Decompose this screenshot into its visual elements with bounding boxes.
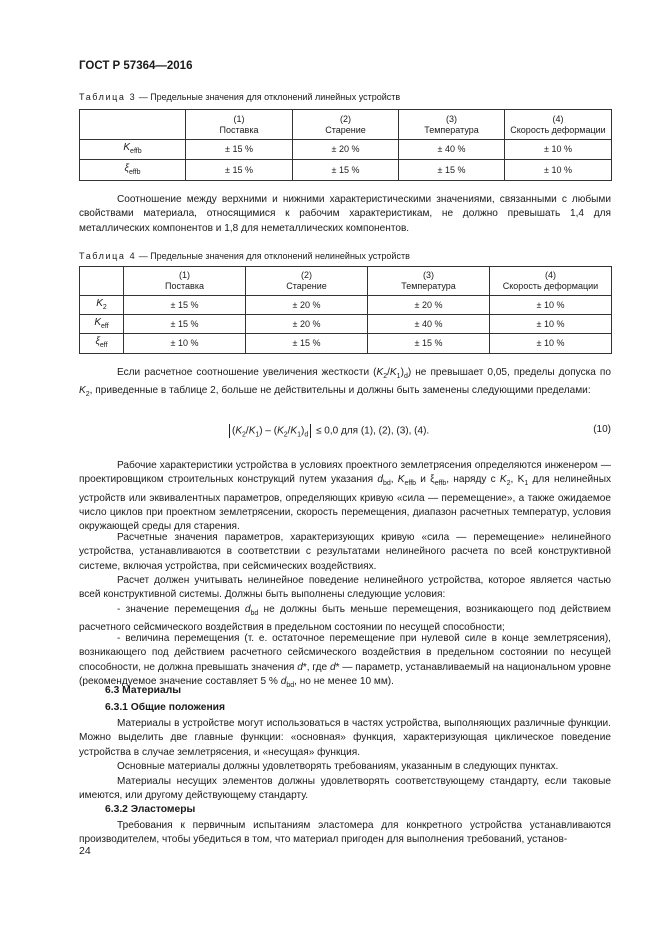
paragraph-basic-materials: Основные материалы должны удовлетворять требованиям, указанным в следующих пунктах.: [117, 761, 559, 772]
paragraph-elastomers: Требования к первичным испытаниям эластомера для конкретного устройства устанавливаются производителем, чтобы убедиться в том, что материал пригоден для выполнения требований, установ-: [79, 820, 611, 846]
table3-cell: ± 15 %: [186, 160, 293, 181]
table3: [79, 109, 612, 181]
table3-col-header: (1) Поставка: [186, 110, 293, 140]
table4-col-header: (4) Скорость деформации: [490, 267, 612, 296]
paragraph-performance: Рабочие характеристики устройства в условиях проектного землетрясения определяются инженером — проектировщиком строительных конструкций путем указания $d_{bd}$, $K_{effb}$ и $\xi_{effb}$, наряду с $K_2$, $K_1$ для нелинейных устройств или эквивалентных параметров, определяющих кривую «сила — перемещение», а также ожидаемое число циклов при проектном землетрясении, скорость перемещения, диапазон расчетных температур, условия окружающей среды для старения.: [79, 460, 612, 533]
table3-col-header: (2) Старение: [293, 110, 399, 140]
table3-caption-text: — Предельные значения для отклонений линейных устройств: [136, 92, 401, 102]
table4-cell: ± 20 %: [246, 315, 368, 334]
table3-caption-prefix: Таблица 3: [79, 92, 137, 102]
paragraph-material-ratio: Соотношение между верхними и нижними характеристическими значениями, связанными с любыми свойствами материала, относящимися к рабочим характеристикам, не должно превышать 1,4 для металлических компонентов и 1,8 для неметаллических компонентов.: [79, 194, 611, 234]
section-6-3-2-heading: 6.3.2 Эластомеры: [105, 804, 196, 815]
section-6-3-heading: 6.3 Материалы: [105, 685, 182, 696]
table4-cell: ± 15 %: [124, 296, 246, 315]
table4-col-header: (2) Старение: [246, 267, 368, 296]
table4-cell: ± 10 %: [490, 334, 612, 354]
table4-caption-text: — Предельные значения для отклонений нелинейных устройств: [136, 251, 410, 261]
table4-row: [80, 334, 612, 354]
paragraph-stiffness-ratio: Если расчетное соотношение увеличения жесткости $(K_2/K_1)_d$) не превышает 0,05, пределы допуска по $K_2$, приведенные в таблице 2, больше не действительны и должны быть заменены следующими пределами:: [79, 367, 611, 399]
page-number: 24: [79, 845, 91, 857]
bullet-residual: - величина перемещения (т. е. остаточное перемещение при нулевой силе в конце землетрясения), возникающего под действием расчетного сейсмического воздействия в предельном состоянии по несущей способности, не должна превышать значения d*, где d* — параметр, устанавливаемый на национальном уровне (рекомендуемое значение составляет 5 % $d_{bd}$, но не менее 10 мм).: [79, 633, 611, 689]
table3-cell: ± 20 %: [293, 140, 399, 160]
table3-col-header: (3) Температура: [399, 110, 505, 140]
table4-cell: ± 15 %: [124, 315, 246, 334]
table3-row-label: $\xi_{effb}$: [80, 160, 186, 181]
table4-row-label: $\xi_{eff}$: [80, 334, 124, 354]
formula-10: $(K_2/K_1) - (K_2/K_1)_d \le 0,0$ для (1), (2), (3), (4).: [227, 424, 429, 439]
table4-header-row: [80, 267, 612, 296]
table4-caption-prefix: Таблица 4: [79, 251, 137, 261]
table4-row-label: $K_{eff}$: [80, 315, 124, 334]
paragraph-materials-functions: Материалы в устройстве могут использоваться в частях устройства, выполняющих различные функции. Можно выделить две главные функции: «основная» функция, характеризующая циклическое поведение устройства в случае землетрясения, и «несущая» функция.: [79, 718, 611, 758]
table4-cell: ± 10 %: [490, 296, 612, 315]
paragraph-design-values: Расчетные значения параметров, характеризующих кривую «сила — перемещение» нелинейного устройства, устанавливаются в соответствии с результатами нелинейного расчета по всей конструктивной системе, включая устройства, при сейсмических воздействиях.: [79, 532, 611, 572]
table3-cell: ± 15 %: [293, 160, 399, 181]
table3-row: [80, 160, 612, 181]
table3-header-row: [80, 110, 612, 140]
table3-cell: ± 40 %: [399, 140, 505, 160]
table4-cell: ± 15 %: [246, 334, 368, 354]
formula-number: (10): [593, 424, 611, 435]
table4-row: [80, 296, 612, 315]
paragraph-nonlinear: Расчет должен учитывать нелинейное поведение нелинейного устройства, которое является частью всей конструктивной системы. Должны быть выполнены следующие условия:: [79, 575, 611, 601]
table3-row-label: $K_{effb}$: [80, 140, 186, 160]
table4-cell: ± 15 %: [368, 334, 490, 354]
table4-cell: ± 20 %: [368, 296, 490, 315]
table3-row: [80, 140, 612, 160]
table4-cell: ± 10 %: [124, 334, 246, 354]
bullet-displacement: - значение перемещения $d_{bd}$ не должны быть меньше перемещения, возникающего под действием расчетного сейсмического воздействия в предельном состоянии по несущей способности;: [79, 604, 611, 634]
table4: [79, 266, 612, 354]
table3-col-header: (4) Скорость деформации: [505, 110, 612, 140]
table3-cell: ± 10 %: [505, 140, 612, 160]
table4-caption: [79, 251, 410, 261]
section-6-3-1-heading: 6.3.1 Общие положения: [105, 702, 225, 713]
table4-cell: ± 20 %: [246, 296, 368, 315]
table3-caption: [79, 92, 400, 102]
table3-cell: ± 10 %: [505, 160, 612, 181]
table3-corner-cell: [80, 110, 186, 140]
table4-col-header: (3) Температура: [368, 267, 490, 296]
document-header: ГОСТ Р 57364—2016: [79, 60, 193, 72]
paragraph-bearing-materials: Материалы несущих элементов должны удовлетворять соответствующему стандарту, если таковые имеются, или другому действующему стандарту.: [79, 776, 611, 802]
table3-cell: ± 15 %: [399, 160, 505, 181]
table4-cell: ± 40 %: [368, 315, 490, 334]
table4-row-label: $K_2$: [80, 296, 124, 315]
table4-cell: ± 10 %: [490, 315, 612, 334]
table4-row: [80, 315, 612, 334]
table4-col-header: (1) Поставка: [124, 267, 246, 296]
formula-text: ≤ 0,0 для (1), (2), (3), (4).: [316, 425, 430, 437]
table4-corner-cell: [80, 267, 124, 296]
table3-cell: ± 15 %: [186, 140, 293, 160]
